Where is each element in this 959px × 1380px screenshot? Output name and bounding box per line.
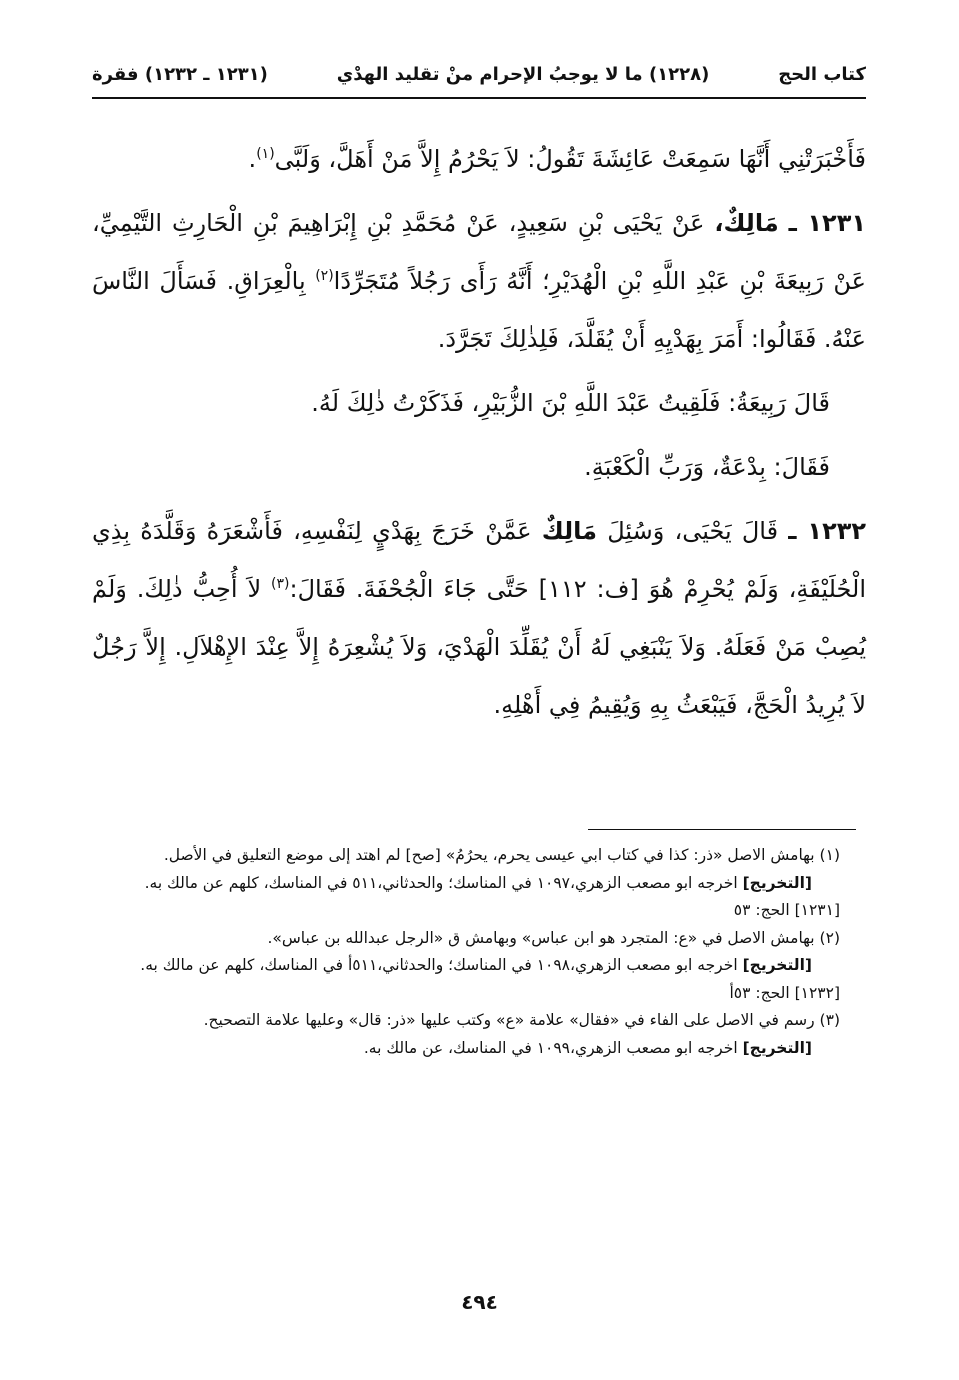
footnote-rule (588, 829, 856, 830)
takhrij-text: اخرجه ابو مصعب الزهري،١٠٩٨ في المناسك؛ والحدثاني،٥١١أ في المناسك، كلهم عن مالك به. (140, 956, 738, 974)
footnote-marker: (١) (256, 146, 275, 162)
book-title: كتاب الحج (778, 63, 866, 85)
paragraph (92, 438, 866, 496)
main-text (92, 130, 866, 740)
paragraph-text: . (248, 145, 257, 173)
footnote-2: (٢) بهامش الاصل في «ع: المتجرد هو ابن عباس» وبهامش ق «الرجل عبدالله بن عباس». (267, 928, 840, 947)
hadith-reference-1231: [١٢٣١] الحج: ٥٣ (733, 901, 840, 919)
running-header (92, 56, 866, 92)
takhrij-label: [التخريج] (742, 956, 812, 974)
hadith-1232 (92, 502, 866, 734)
header-rule (92, 97, 866, 99)
hadith-text: قَالَ يَحْيَى، وَسُئِلَ (607, 517, 779, 545)
footnote-1-takhrij (92, 870, 840, 898)
hadith-1231 (92, 194, 866, 368)
hadith-number: ١٢٣٢ ـ (788, 517, 867, 545)
page-number: ٤٩٤ (461, 1290, 498, 1314)
chapter-title: (١٢٢٨) ما لا يوجبُ الإحرام منْ تقليد الهدْي (336, 63, 710, 85)
hadith-text: لاَ أُحِبُّ ذٰلِكَ. وَلَمْ يُصِبْ مَنْ فَعَلَهُ. وَلاَ يَنْبَغِي لَهُ أَنْ يُقَلِّدَ الْهَدْيَ، وَلاَ يُشْعِرَهُ إِلاَّ عِنْدَ الإِهْلاَلِ. إِلاَّ رَجُلٌ لاَ يُرِيدُ الْحَجَّ، فَيَبْعَثُ بِهِ وَيُقِيمُ فِي أَهْلِهِ. (92, 575, 866, 719)
paragraph-text: فَقَالَ: بِدْعَةٌ، وَرَبِّ الْكَعْبَةِ. (584, 453, 830, 481)
hadith-text: عَمَّنْ خَرَجَ بِهَدْيٍ لِنَفْسِهِ، فَأَشْعَرَهُ وَقَلَّدَهُ بِذِي الْحُلَيْفَةِ، وَلَمْ يُحْرِمْ هُوَ [ف: ١١٢] حَتَّى جَاءَ الْجُحْفَةَ. فَقَالَ: (92, 517, 866, 603)
paragraph-text: فَأَخْبَرَتْنِي أَنَّهَا سَمِعَتْ عَائِشَةَ تَقُولُ: لاَ يَحْرُمُ إِلاَّ مَنْ أَهَلَّ، وَلَبَّى (274, 145, 866, 173)
hadith-number: ١٢٣١ ـ (788, 209, 866, 237)
footnote-marker: (٢) (315, 268, 334, 284)
footnote-1: (١) بهامش الاصل «ذر: كذا في كتاب ابي عيسى يحرم، يحرُمُ» [صح] لم اهتد إلى موضع التعليق في الأصل. (163, 846, 840, 864)
narrator-name: مَالِكٌ (541, 517, 597, 545)
takhrij-label: [التخريج] (742, 1038, 812, 1057)
footnote-marker: (٣) (271, 576, 290, 592)
takhrij-text: اخرجه ابو مصعب الزهري،١٠٩٩ في المناسك، عن مالك به. (363, 1038, 738, 1057)
footnote-3-takhrij (92, 1035, 840, 1063)
hadith-text: عَنْ يَحْيَى بْنِ سَعِيدٍ، عَنْ مُحَمَّدِ بْنِ إِبْرَاهِيمَ بْنِ الْحَارِثِ التَّيْمِيِّ، عَنْ رَبِيعَةَ بْنِ عَبْدِ اللَّهِ بْنِ الْهُدَيْرِ؛ أَنَّهُ رَأَى رَجُلاً مُتَجَرِّدًا (92, 209, 866, 295)
paragraph-range: (١٢٣١ ـ ١٢٣٢) فقرة (92, 63, 268, 85)
takhrij-text: اخرجه ابو مصعب الزهري،١٠٩٧ في المناسك؛ والحدثاني،٥١١ في المناسك، كلهم عن مالك به. (144, 873, 738, 892)
footnote-2-takhrij (92, 952, 840, 980)
hadith-text: بِالْعِرَاقِ. فَسَأَلَ النَّاسَ عَنْهُ. فَقَالُوا: أَمَرَ بِهَدْيِهِ أَنْ يُقَلَّدَ، فَلِذٰلِكَ تَجَرَّدَ. (92, 267, 866, 353)
footnotes (92, 842, 840, 1062)
hadith-reference-1232: [١٢٣٢] الحج: ٥٣أ (729, 983, 840, 1002)
paragraph (92, 374, 866, 432)
paragraph-continuation (92, 130, 866, 188)
paragraph-text: قَالَ رَبِيعَةُ: فَلَقِيتُ عَبْدَ اللَّهِ بْنَ الزُّبَيْرِ، فَذَكَرْتُ ذٰلِكَ لَهُ. (311, 389, 830, 417)
narrator-name: مَالِكٌ، (714, 209, 779, 237)
takhrij-label: [التخريج] (742, 873, 812, 892)
footnote-3: (٣) رسم في الاصل على الفاء في «فقال» علامة «ع» وكتب عليها «ذر: قال» وعليها علامة التصحيح. (203, 1011, 840, 1029)
